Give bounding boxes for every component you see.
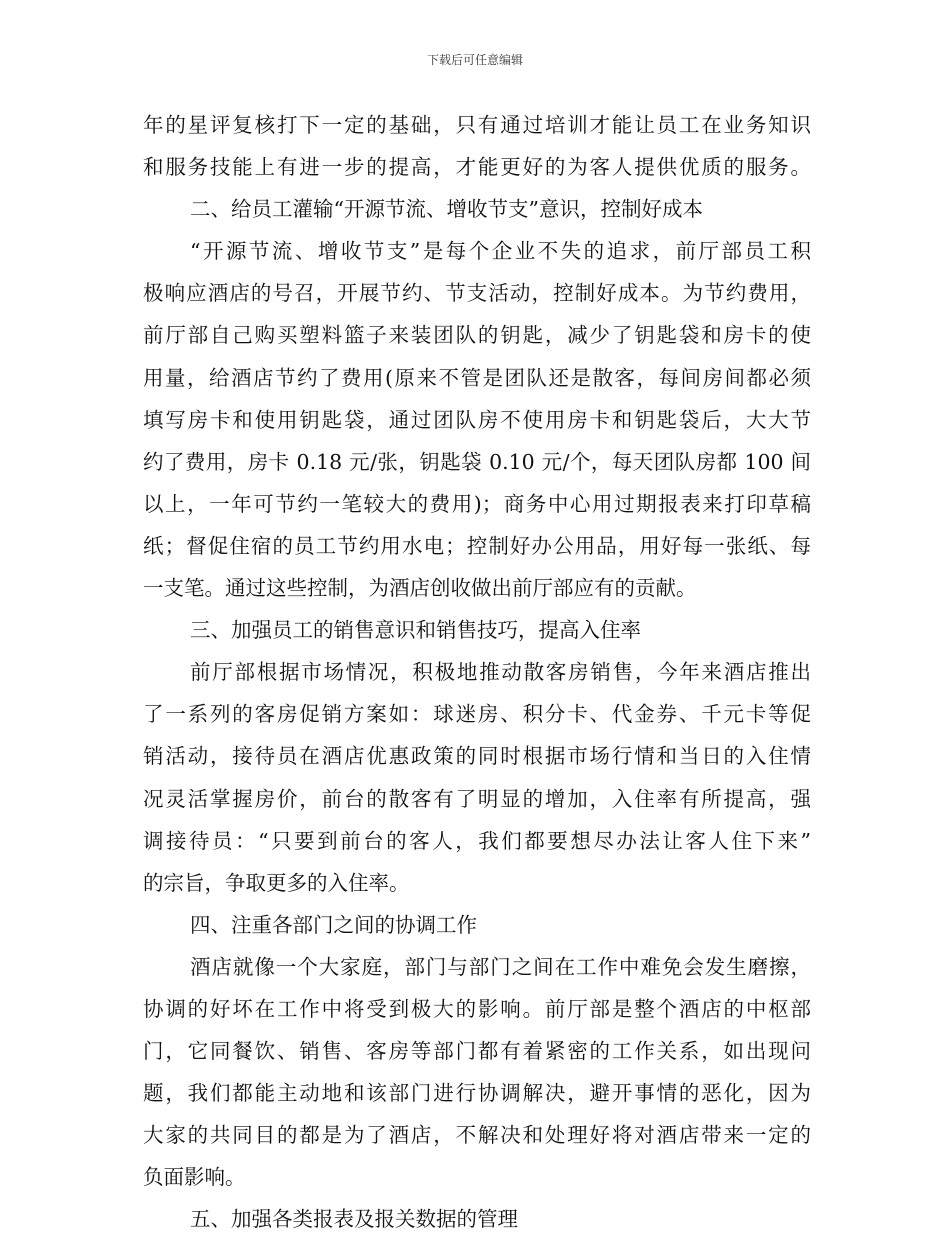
text-line: 况灵活掌握房价，前台的散客有了明显的增加，入住率有所提高，强 xyxy=(143,786,811,811)
text-line: 协调的好坏在工作中将受到极大的影响。前厅部是整个酒店的中枢部 xyxy=(143,996,811,1021)
text-line: 酒店就像一个大家庭，部门与部门之间在工作中难免会发生磨擦， xyxy=(190,954,811,979)
text-line: 的宗旨，争取更多的入住率。 xyxy=(143,870,410,895)
text-line: 五、加强各类报表及报关数据的管理 xyxy=(190,1207,518,1232)
text-line: 填写房卡和使用钥匙袋，通过团队房不使用房卡和钥匙袋后，大大节 xyxy=(143,407,811,432)
text-line: 前厅部自己购买塑料篮子来装团队的钥匙，减少了钥匙袋和房卡的使 xyxy=(143,323,811,348)
text-line: 前厅部根据市场情况，积极地推动散客房销售，今年来酒店推出 xyxy=(190,660,811,685)
document-body xyxy=(143,104,811,1241)
text-line: 三、加强员工的销售意识和销售技巧，提高入住率 xyxy=(190,618,641,643)
text-line: 二、给员工灌输“开源节流、增收节支”意识，控制好成本 xyxy=(190,197,703,222)
text-line: 四、注重各部门之间的协调工作 xyxy=(190,912,477,937)
text-line: 题，我们都能主动地和该部门进行协调解决，避开事情的恶化，因为 xyxy=(143,1081,811,1106)
text-line: 负面影响。 xyxy=(143,1165,246,1190)
text-line: “开源节流、增收节支”是每个企业不失的追求，前厅部员工积 xyxy=(190,239,811,264)
text-line: 了一系列的客房促销方案如：球迷房、积分卡、代金券、千元卡等促 xyxy=(143,702,811,727)
text-line: 门，它同餐饮、销售、客房等部门都有着紧密的工作关系，如出现问 xyxy=(143,1039,811,1064)
text-line: 销活动，接待员在酒店优惠政策的同时根据市场行情和当日的入住情 xyxy=(143,744,811,769)
text-line: 极响应酒店的号召，开展节约、节支活动，控制好成本。为节约费用， xyxy=(143,281,811,306)
text-line: 和服务技能上有进一步的提高，才能更好的为客人提供优质的服务。 xyxy=(143,155,811,180)
text-line: 纸；督促住宿的员工节约用水电；控制好办公用品，用好每一张纸、每 xyxy=(143,533,811,558)
page-header: 下载后可任意编辑 xyxy=(426,53,523,67)
text-line: 以上，一年可节约一笔较大的费用)；商务中心用过期报表来打印草稿 xyxy=(143,491,811,516)
text-line: 约了费用，房卡 0.18 元/张，钥匙袋 0.10 元/个，每天团队房都 100 间 xyxy=(143,449,811,474)
text-line: 调接待员：“只要到前台的客人，我们都要想尽办法让客人住下来” xyxy=(143,828,811,853)
text-line: 用量，给酒店节约了费用(原来不管是团队还是散客，每间房间都必须 xyxy=(143,365,811,390)
text-line: 一支笔。通过这些控制，为酒店创收做出前厅部应有的贡献。 xyxy=(143,576,697,601)
text-line: 大家的共同目的都是为了酒店，不解决和处理好将对酒店带来一定的 xyxy=(143,1123,811,1148)
text-line: 年的星评复核打下一定的基础，只有通过培训才能让员工在业务知识 xyxy=(143,113,811,137)
